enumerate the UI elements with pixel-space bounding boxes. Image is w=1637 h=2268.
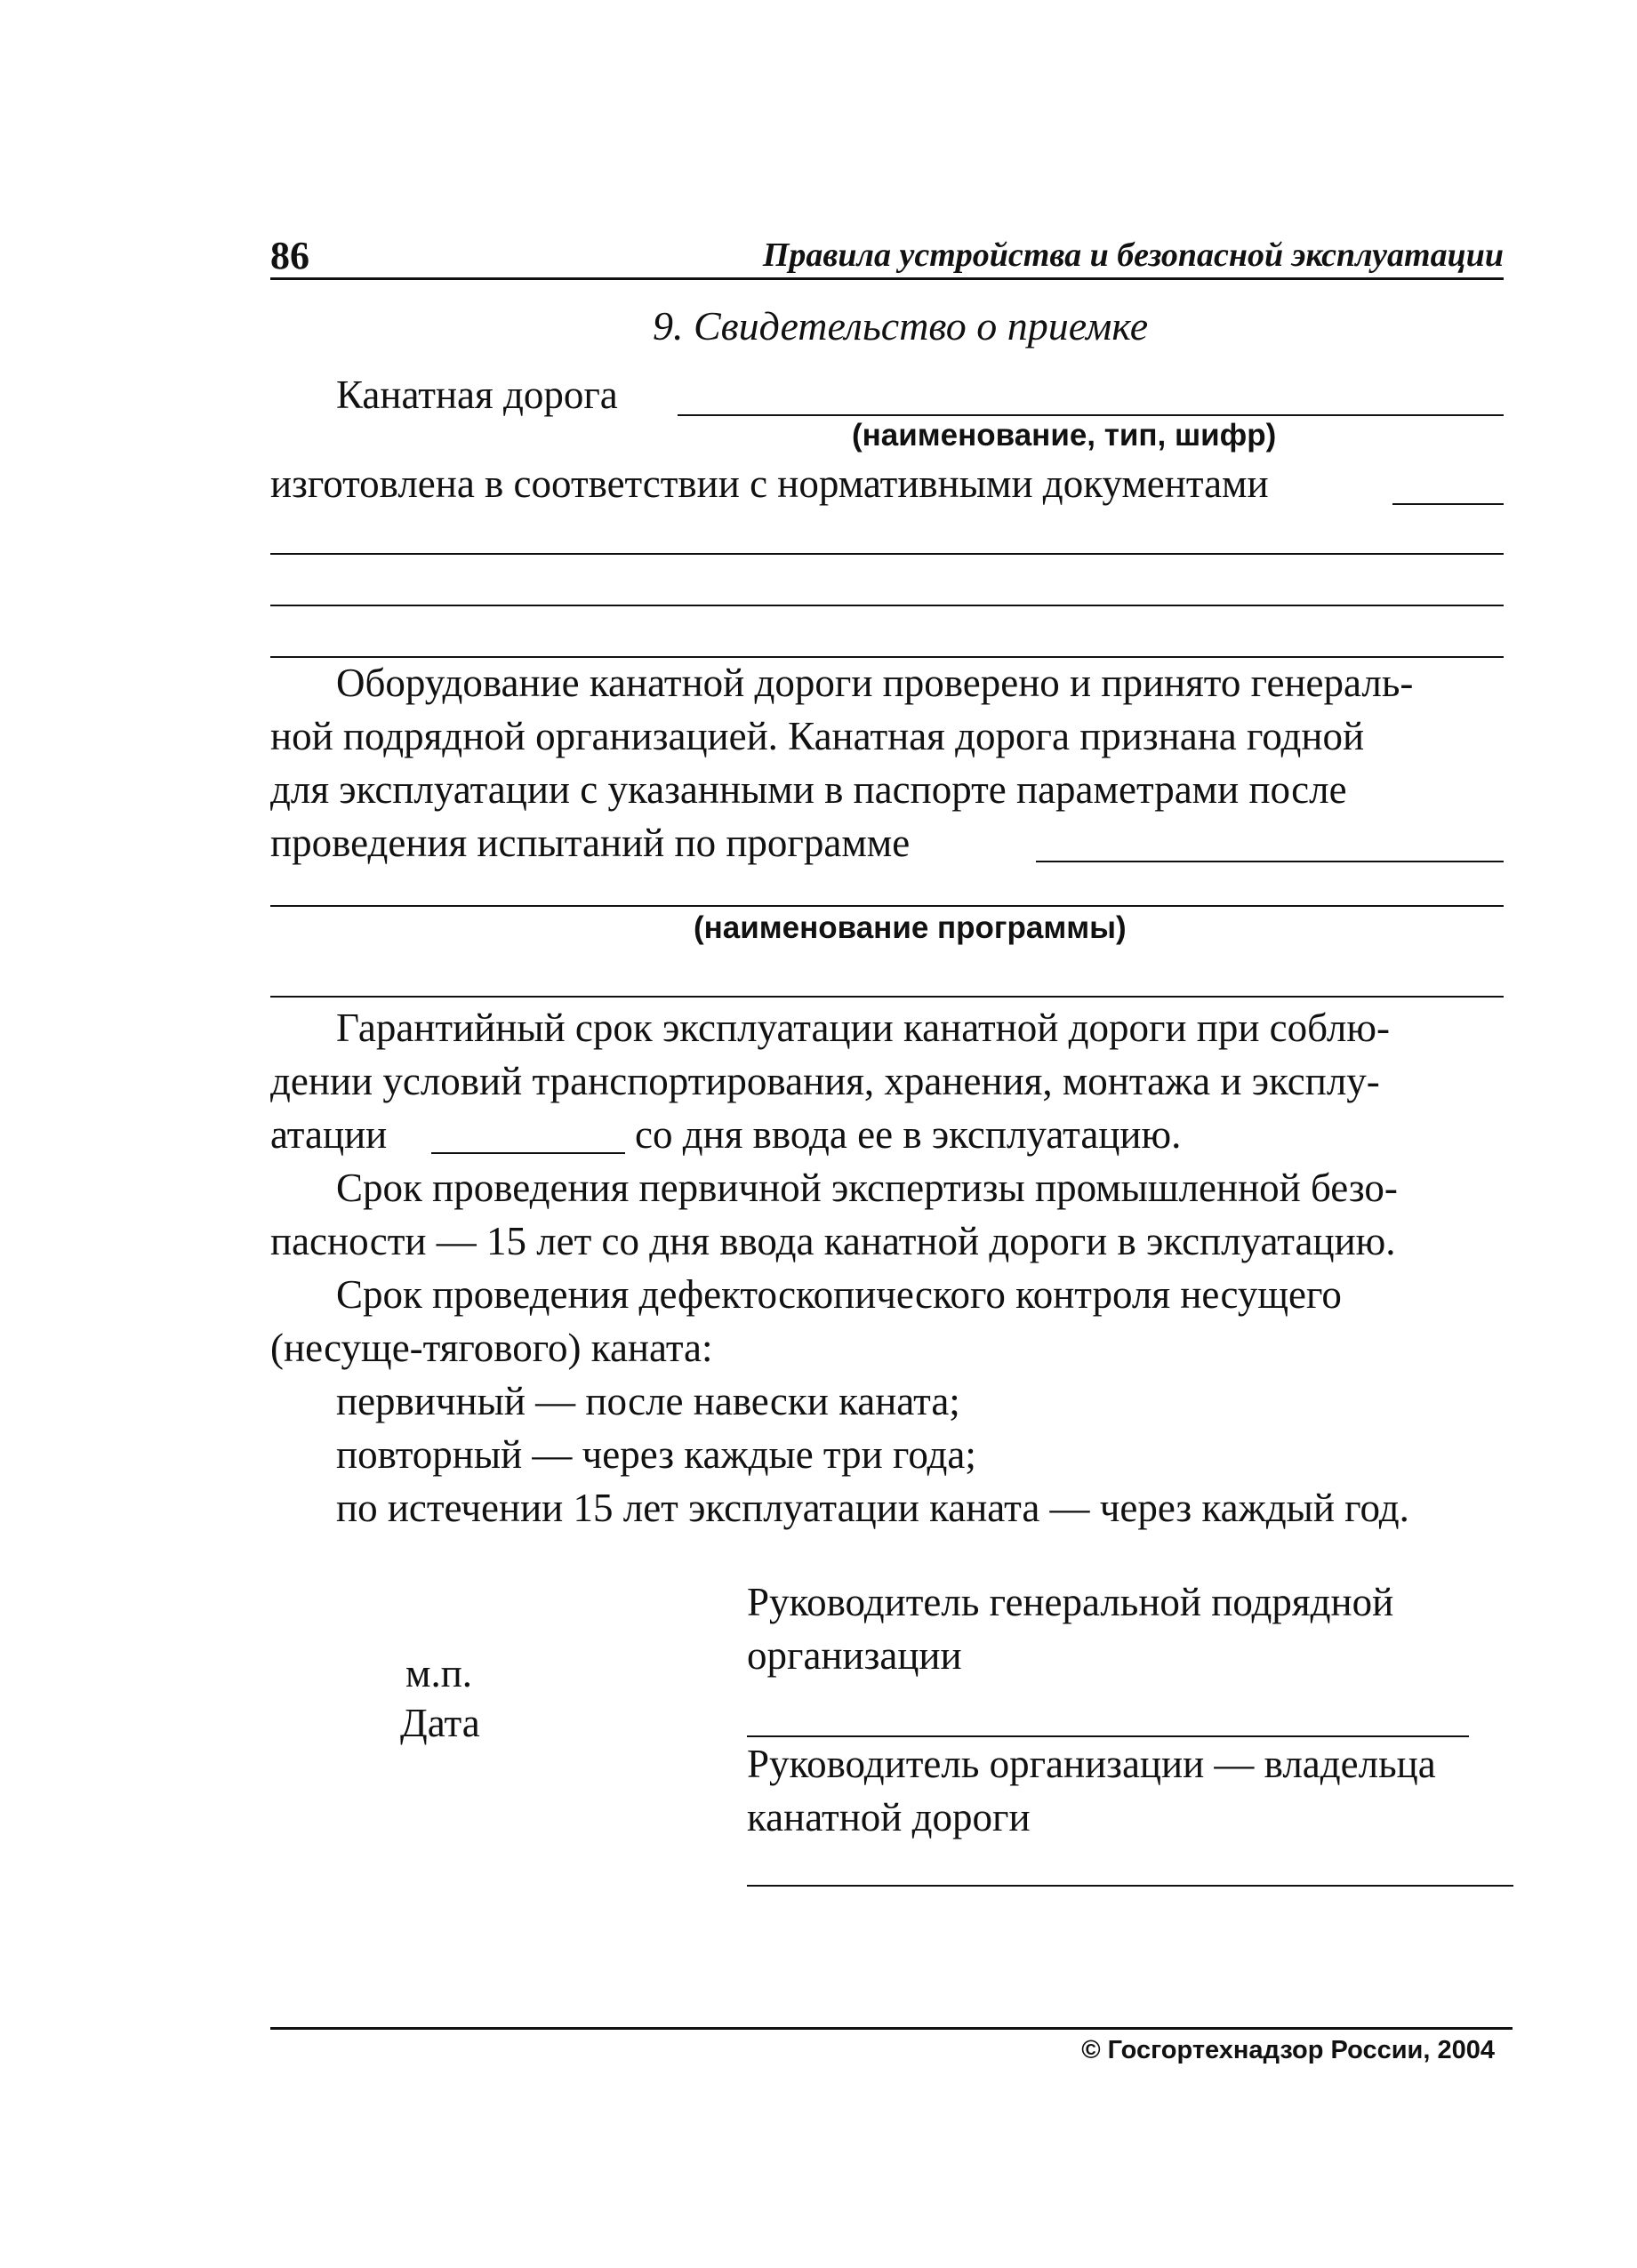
date-label: Дата [400,1701,480,1745]
acceptance-line-4: проведения испытаний по программе [270,821,911,865]
defectoscopy-line-2: (несуще-тягового) каната: [270,1326,713,1370]
header-rule [270,277,1504,280]
acceptance-line-2: ной подрядной организацией. Канатная дорога признана годной [270,714,1365,758]
acceptance-line-1: Оборудование канатной дороги проверено и принято генераль- [336,661,1414,705]
owner-title-1: Руководитель организации — владельца [747,1742,1436,1786]
program-line-full [270,905,1504,907]
warranty-line-3-prefix: атации [270,1112,388,1157]
defectoscopy-item-3: по истечении 15 лет эксплуатации каната — через каждый год. [336,1486,1409,1530]
normative-docs-line [1392,503,1504,505]
warranty-line-2: дении условий транспортирования, хранения, монтажа и эксплу- [270,1059,1380,1103]
defectoscopy-item-2: повторный — через каждые три года; [336,1432,976,1477]
general-contractor-title-1: Руководитель генеральной подрядной [747,1580,1394,1624]
defectoscopy-line-1: Срок проведения дефектоскопического контроля несущего [336,1272,1342,1317]
copyright: © Госгортехнадзор России, 2004 [1081,2036,1495,2064]
warranty-period-line [431,1152,625,1154]
blank-line-1 [270,553,1504,555]
blank-line-3 [270,656,1504,658]
owner-signature-line [747,1885,1513,1887]
expertise-line-1: Срок проведения первичной экспертизы промышленной безо- [336,1166,1398,1210]
program-caption: (наименование программы) [694,910,1127,945]
general-contractor-signature-line [747,1735,1469,1737]
defectoscopy-item-1: первичный — после навески каната; [336,1379,960,1423]
warranty-line-3-suffix: со дня ввода ее в эксплуатацию. [635,1112,1182,1157]
running-header: Правила устройства и безопасной эксплуатации [762,236,1504,274]
section-title: 9. Свидетельство о приемке [653,303,1149,349]
page-number: 86 [270,234,309,277]
ropeway-label: Канатная дорога [336,373,618,417]
general-contractor-title-2: организации [747,1633,962,1678]
program-line-extra [270,996,1504,998]
warranty-line-1: Гарантийный срок эксплуатации канатной дороги при соблю- [336,1006,1390,1050]
expertise-line-2: пасности — 15 лет со дня ввода канатной дороги в эксплуатацию. [270,1219,1396,1263]
blank-line-2 [270,605,1504,606]
program-line-short [1036,861,1504,862]
manufactured-text: изготовлена в соответствии с нормативными документами [270,461,1269,506]
footer-rule [270,2027,1513,2030]
owner-title-2: канатной дороги [747,1795,1031,1839]
acceptance-line-3: для эксплуатации с указанными в паспорте параметрами после [270,767,1347,812]
ropeway-name-line [678,414,1504,416]
stamp-label: м.п. [405,1651,473,1695]
ropeway-caption: (наименование, тип, шифр) [852,418,1277,453]
